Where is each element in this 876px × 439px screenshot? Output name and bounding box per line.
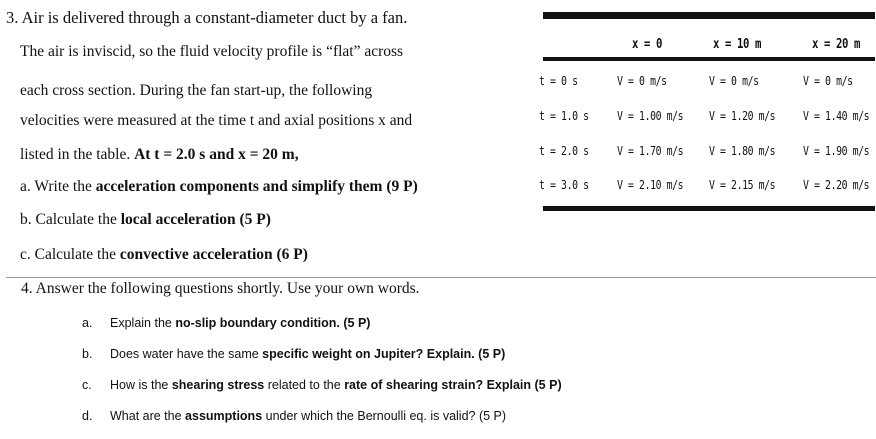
table-row-time: t = 2.0 s bbox=[539, 144, 589, 158]
q4-item-d-text bbox=[110, 409, 506, 423]
table-row-time: t = 0 s bbox=[539, 74, 578, 88]
q3-line-2: The air is inviscid, so the fluid velocity profile is “flat” across bbox=[20, 43, 404, 60]
q4-title: 4. Answer the following questions shortly. Use your own words. bbox=[21, 280, 420, 297]
q4-item-a-letter: a. bbox=[82, 316, 93, 330]
q3-part-a bbox=[20, 178, 418, 196]
q4-item-b-letter: b. bbox=[82, 347, 93, 361]
table-cell: V = 0 m/s bbox=[709, 74, 759, 88]
table-cell: V = 0 m/s bbox=[617, 74, 667, 88]
q4-item-a-bold: no-slip boundary condition. bbox=[175, 316, 340, 330]
q4-item-b-post: on Jupiter? Explain. (5 P) bbox=[351, 347, 506, 361]
q3-part-c-post: (6 P) bbox=[272, 246, 308, 263]
table-cell: V = 1.20 m/s bbox=[709, 109, 776, 123]
table-bottom-rule bbox=[543, 206, 875, 211]
q4-item-c-bold2: rate of shearing strain? Explain (5 P) bbox=[344, 378, 562, 392]
table-row-time: t = 1.0 s bbox=[539, 109, 589, 123]
q3-part-b-bold: local acceleration bbox=[120, 211, 236, 228]
table-cell: V = 1.80 m/s bbox=[709, 144, 776, 158]
q3-part-c-bold: convective acceleration bbox=[119, 246, 273, 263]
table-cell: V = 1.40 m/s bbox=[803, 109, 870, 123]
q4-item-c-mid: related to the bbox=[264, 378, 345, 392]
q4-item-d-pre: What are the bbox=[110, 409, 186, 423]
table-header-rule bbox=[543, 57, 875, 61]
q3-part-b bbox=[20, 211, 271, 229]
q3-part-b-post: (5 P) bbox=[235, 211, 271, 228]
table-cell: V = 2.10 m/s bbox=[617, 178, 684, 192]
q3-part-b-pre: b. Calculate the bbox=[20, 211, 121, 228]
q4-item-a-pre: Explain the bbox=[110, 316, 176, 330]
table-header-x20: x = 20 m bbox=[812, 37, 861, 52]
q3-part-c-pre: c. Calculate the bbox=[20, 246, 120, 263]
q4-item-a-post: (5 P) bbox=[339, 316, 371, 330]
q3-line-5-text: listed in the table. bbox=[20, 146, 135, 163]
table-cell: V = 2.20 m/s bbox=[803, 178, 870, 192]
q3-line-1: 3. Air is delivered through a constant-diameter duct by a fan. bbox=[6, 8, 408, 27]
table-cell: V = 1.70 m/s bbox=[617, 144, 684, 158]
table-cell: V = 2.15 m/s bbox=[709, 178, 776, 192]
q4-item-c-pre: How is the bbox=[110, 378, 172, 392]
q4-item-b-bold: specific weight bbox=[262, 347, 352, 361]
q3-line-5 bbox=[20, 146, 299, 164]
q3-condition: At t = 2.0 s and x = 20 m, bbox=[134, 146, 299, 163]
q4-item-a-text bbox=[110, 316, 370, 330]
table-top-rule bbox=[543, 12, 875, 19]
table-cell: V = 1.00 m/s bbox=[617, 109, 684, 123]
q3-line-3: each cross section. During the fan start-up, the following bbox=[20, 82, 373, 99]
q3-part-a-post: and simplify them (9 P) bbox=[258, 178, 418, 195]
q4-item-d-bold: assumptions bbox=[185, 409, 263, 423]
velocity-table bbox=[537, 12, 875, 214]
table-row-time: t = 3.0 s bbox=[539, 178, 589, 192]
q4-item-c-text bbox=[110, 378, 562, 392]
q3-line-4: velocities were measured at the time t and axial positions x and bbox=[20, 112, 413, 129]
q4-item-d-letter: d. bbox=[82, 409, 93, 423]
q4-item-b-pre: Does water have the same bbox=[110, 347, 263, 361]
table-header-x10: x = 10 m bbox=[713, 37, 762, 52]
q3-part-c bbox=[20, 246, 308, 264]
q4-item-d-post: under which the Bernoulli eq. is valid? (5 P) bbox=[262, 409, 507, 423]
q3-part-a-bold: acceleration components bbox=[95, 178, 259, 195]
section-divider bbox=[6, 277, 876, 278]
table-header-x0: x = 0 bbox=[632, 37, 663, 52]
q4-item-c-letter: c. bbox=[82, 378, 92, 392]
q3-part-a-pre: a. Write the bbox=[20, 178, 96, 195]
q4-item-b-text bbox=[110, 347, 505, 361]
table-cell: V = 1.90 m/s bbox=[803, 144, 870, 158]
q4-item-c-bold: shearing stress bbox=[171, 378, 265, 392]
table-cell: V = 0 m/s bbox=[803, 74, 853, 88]
